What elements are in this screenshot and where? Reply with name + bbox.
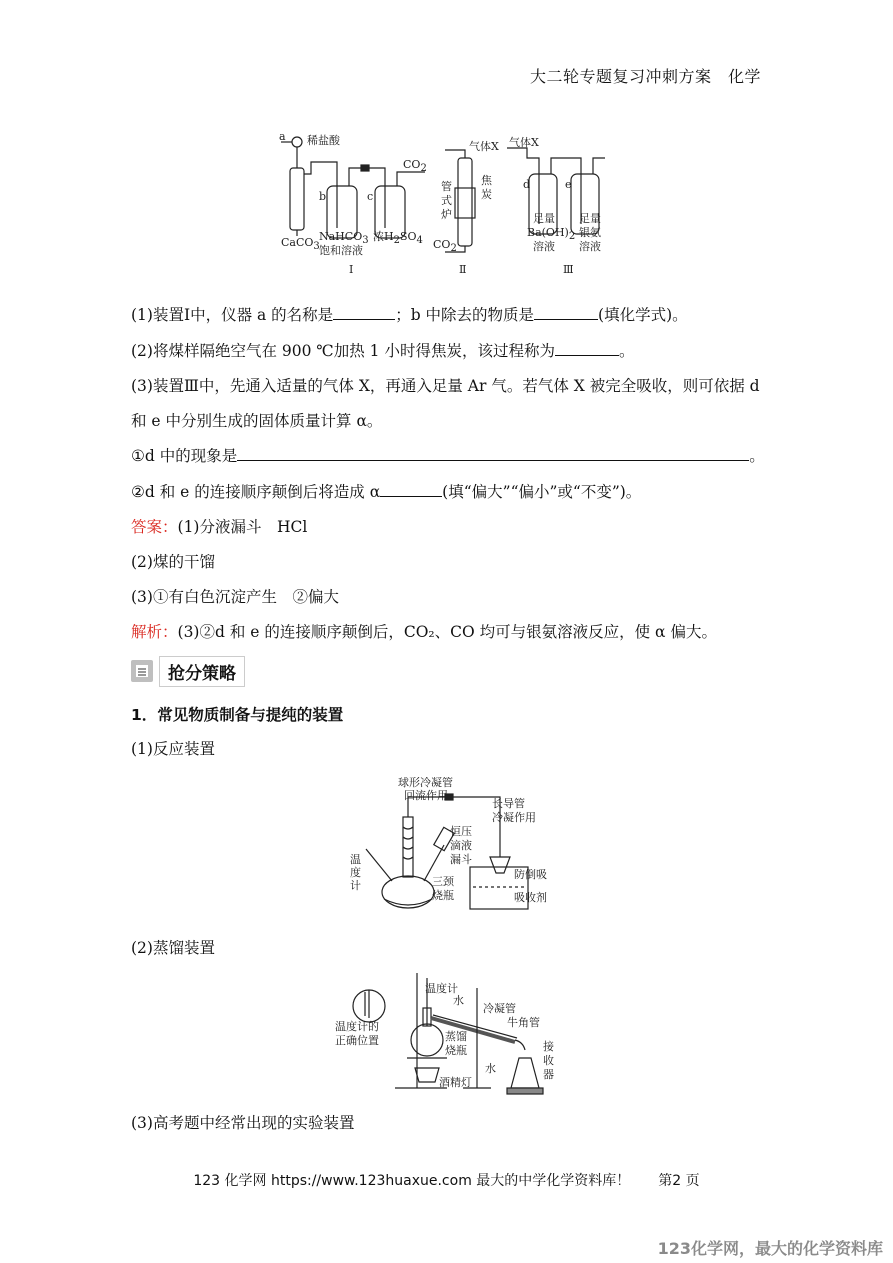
label-flask-2: 烧瓶 [432,889,454,902]
analysis-line: 解析：(3)②d 和 e 的连接顺序颠倒后，CO₂、CO 均可与银氨溶液反应，使 α 偏大。 [131,623,717,641]
label-water-in: 水 [485,1062,496,1075]
label-condenser: 冷凝管 [483,1002,516,1015]
label-flask-1: 三颈 [432,875,454,888]
label-saturated: 饱和溶液 [319,244,363,257]
answer-blank[interactable] [237,445,749,461]
item-1-title: 1．常见物质制备与提纯的装置 [131,706,344,724]
label-roman-2: Ⅱ [459,263,467,276]
label-e-3: 溶液 [579,240,601,253]
analysis-label: 解析： [131,623,178,641]
question-3b: ②d 和 e 的连接顺序颠倒后将造成 α (填“偏大”“偏小”或“不变”)。 [131,483,642,501]
label-e: e [565,178,572,191]
label-b: b [319,190,327,203]
label-thermo-1: 温 [350,853,361,866]
figure-apparatus-1 [275,128,615,278]
label-long-2: 冷凝作用 [492,811,536,824]
label-d-3: 溶液 [533,240,555,253]
label-acid: 稀盐酸 [307,134,340,147]
book-icon [131,660,153,682]
subtitle-reaction: (1)反应装置 [131,740,215,758]
label-d-2: Ba(OH)2 [527,226,576,242]
watermark: 123化学网，最大的化学资料库 [657,1239,883,1258]
label-flask-1: 蒸馏 [445,1030,467,1043]
answer-line-3: (3)①有白色沉淀产生 ②偏大 [131,588,339,606]
question-2: (2)将煤样隔绝空气在 900 ℃加热 1 小时得焦炭，该过程称为 。 [131,342,635,360]
question-1: (1)装置Ⅰ中，仪器 a 的名称是 ；b 中除去的物质是 (填化学式)。 [131,306,688,324]
label-coke-2: 炭 [481,188,492,201]
page-header: 大二轮专题复习冲刺方案 化学 [529,67,761,86]
label-a: a [279,130,286,143]
label-thermo-3: 计 [350,879,361,892]
figure-distillation-apparatus [335,968,560,1096]
label-alcohol-lamp: 酒精灯 [439,1076,472,1089]
section-heading: 抢分策略 [131,657,245,685]
question-3a: ①d 中的现象是 。 [131,447,765,465]
question-3-line-1: (3)装置Ⅲ中，先通入适量的气体 X，再通入足量 Ar 气。若气体 X 被完全吸收，则可依据 d [131,377,760,395]
label-tube-2: 式 [441,194,452,207]
answer-blank[interactable] [534,304,598,320]
label-coke-1: 焦 [481,174,492,187]
subtitle-distillation: (2)蒸馏装置 [131,939,215,957]
label-caco3: CaCO3 [281,236,320,252]
answer-line-1: 答案：(1)分液漏斗 HCl [131,518,308,536]
label-anti-suckback: 防倒吸 [514,868,547,881]
label-funnel-2: 滴液 [450,839,472,852]
label-co2-bottom: CO2 [433,238,457,254]
label-h2so4: 浓H2SO4 [373,230,423,246]
answer-blank[interactable] [555,340,619,356]
label-condenser-1: 球形冷凝管 [398,777,453,789]
label-tube-3: 炉 [441,208,452,221]
label-funnel-1: 恒压 [450,825,472,838]
label-water-out: 水 [453,994,464,1007]
label-long-1: 长导管 [492,797,525,810]
answer-blank[interactable] [333,304,395,320]
page-footer: 123 化学网 https://www.123huaxue.com 最大的中学化学资料库！ 第2 页 [193,1173,700,1189]
label-thermo-2: 度 [350,866,361,879]
label-flask-2: 烧瓶 [445,1044,467,1057]
label-gasx-2: 气体X [509,136,539,149]
question-3-line-2: 和 e 中分别生成的固体质量计算 α。 [131,412,383,430]
label-funnel-3: 漏斗 [450,853,472,866]
label-roman-3: Ⅲ [563,263,574,276]
label-condenser-2: 回流作用 [404,789,448,802]
answer-blank[interactable] [380,481,442,497]
label-nahco3: NaHCO3 [319,230,369,246]
label-adapter: 牛角管 [507,1016,540,1029]
label-c: c [367,190,374,203]
answer-label: 答案： [131,518,178,536]
label-correct-position-1: 温度计的 [335,1020,379,1033]
label-e-2: 银氨 [579,226,601,239]
label-receiver-3: 器 [543,1068,554,1081]
subtitle-common-apparatus: (3)高考题中经常出现的实验装置 [131,1114,355,1132]
label-correct-position-2: 正确位置 [335,1034,379,1047]
label-d: d [523,178,531,191]
figure-reaction-apparatus [340,777,560,912]
label-e-1: 足量 [579,212,601,225]
label-tube-1: 管 [441,180,452,193]
label-gasx-1: 气体X [469,140,499,153]
label-roman-1: Ⅰ [349,263,354,276]
label-receiver-2: 收 [543,1054,554,1067]
label-co2-top: CO2 [403,158,427,174]
label-d-1: 足量 [533,212,555,225]
label-absorbent: 吸收剂 [514,891,547,904]
label-thermometer: 温度计 [425,982,458,995]
answer-line-2: (2)煤的干馏 [131,553,215,571]
label-receiver-1: 接 [543,1040,554,1053]
